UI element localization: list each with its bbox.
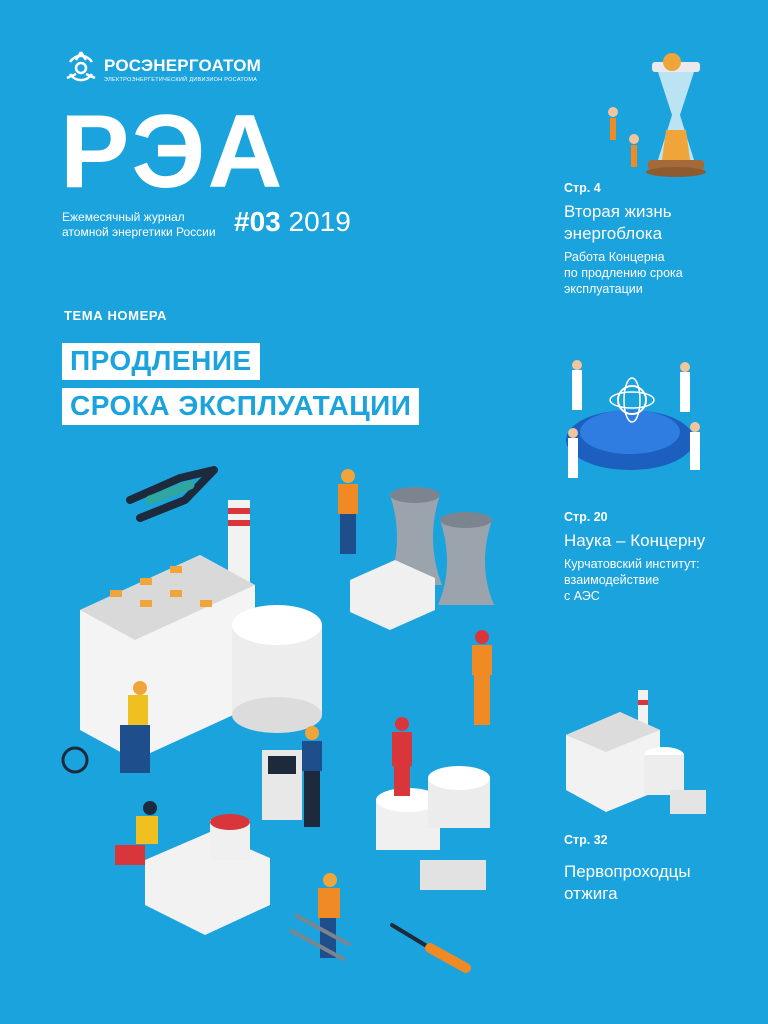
issue-number: #03 [234, 206, 281, 237]
worker-figure [472, 630, 492, 725]
hourglass-icon [608, 53, 706, 177]
story-page: Стр. 32 [564, 833, 608, 847]
story-desc-line: Работа Концерна [564, 250, 665, 264]
story-page: Стр. 4 [564, 181, 601, 195]
story-title-line: Первопроходцы [564, 862, 691, 881]
story-desc-line: Курчатовский институт: [564, 557, 700, 571]
tagline-line: Ежемесячный журнал [62, 210, 185, 224]
brand-name: РОСЭНЕРГОАТОМ [104, 56, 262, 75]
story-desc-line: по продлению срока [564, 266, 683, 280]
cover-headline-line: ПРОДЛЕНИЕ [62, 343, 260, 380]
worker-figure [392, 717, 412, 796]
cover-theme-label: ТЕМА НОМЕРА [64, 308, 167, 323]
story-title-line: отжига [564, 884, 618, 903]
power-plant-icon [566, 690, 706, 814]
worker-figure [338, 469, 358, 554]
atom-reactor-icon [566, 360, 700, 478]
nuclear-plant-illustration [63, 469, 494, 968]
magazine-title: РЭА [60, 94, 285, 210]
cover-headline-line: СРОКА ЭКСПЛУАТАЦИИ [62, 388, 419, 425]
tagline-line: атомной энергетики России [62, 225, 216, 239]
worker-figure [115, 801, 158, 865]
story-title: Наука – Концерну [564, 531, 706, 550]
brand-subtitle: ЭЛЕКТРОЭНЕРГЕТИЧЕСКИЙ ДИВИЗИОН РОСАТОМА [104, 77, 258, 83]
issue-year: 2019 [288, 206, 351, 237]
worker-figure [302, 726, 322, 827]
story-page: Стр. 20 [564, 510, 608, 524]
story-desc-line: взаимодействие [564, 573, 660, 587]
story-title-line: энергоблока [564, 224, 663, 243]
story-title-line: Вторая жизнь [564, 202, 672, 221]
story-desc-line: эксплуатации [564, 282, 643, 296]
story-desc-line: с АЭС [564, 589, 600, 603]
